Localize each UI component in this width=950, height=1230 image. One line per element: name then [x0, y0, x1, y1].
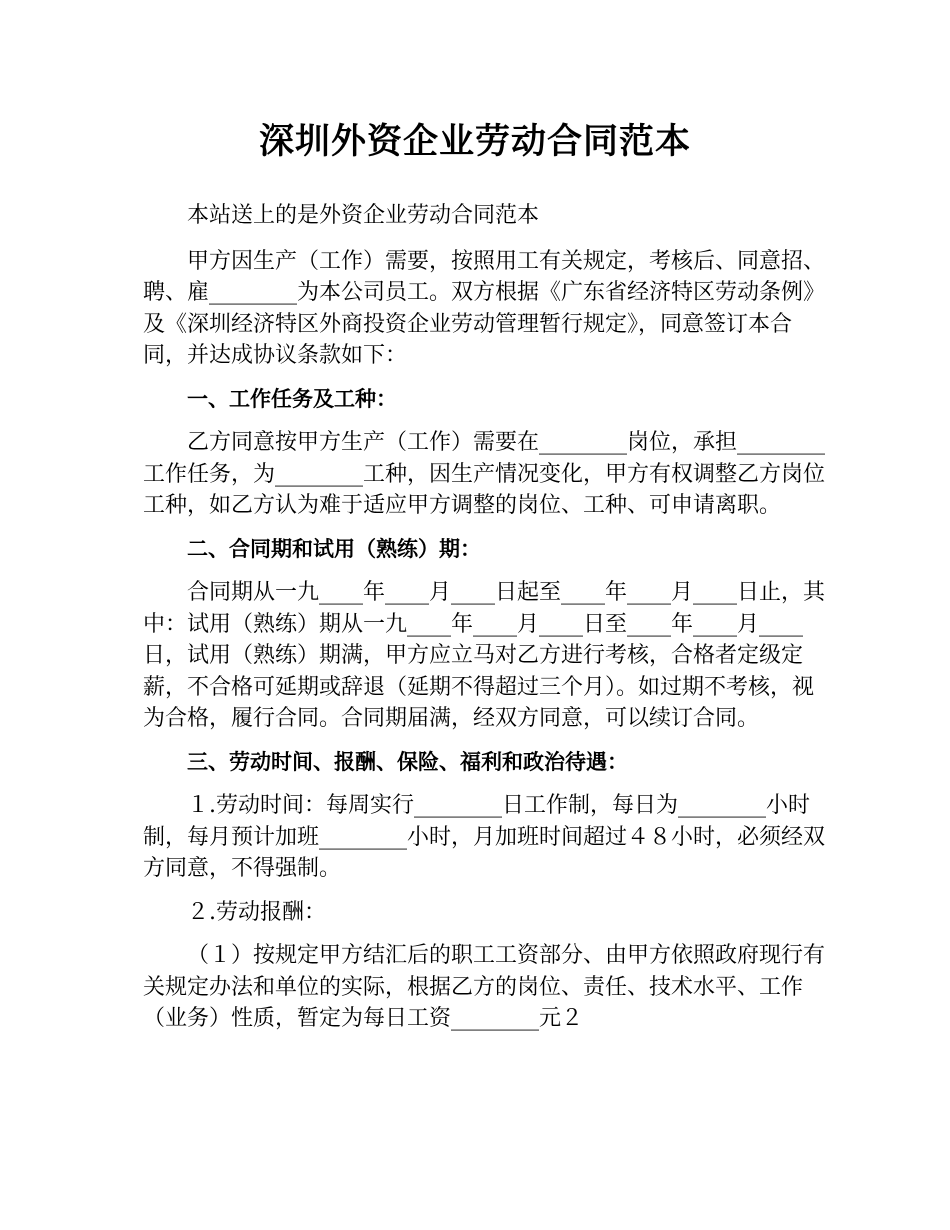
section-3-heading: 三、劳动时间、报酬、保险、福利和政治待遇：: [187, 749, 628, 774]
preamble-paragraph: 甲方因生产（工作）需要，按照用工有关规定，考核后、同意招、聘、雇________为本公司员工。双方根据《广东省经济特区劳动条例》及《深圳经济特区外商投资企业劳动管理暂行规定》，同意签订本合同，并达成协议条款如下：: [143, 248, 826, 368]
section-3-item-2: ２.劳动报酬：: [187, 899, 326, 925]
section-2-body: 合同期从一九____年____月____日起至____年____月____日止，其中：试用（熟练）期从一九____年____月____日至____年____月____日，试用（熟练）期满，甲方应立马对乙方进行考核，合格者定级定薪，不合格可延期或辞退（延期不得超过三个月）。如过期不考核，视为合格，履行合同。合同期届满，经双方同意，可以续订合同。: [143, 580, 826, 731]
document-body: [143, 200, 833, 1047]
section-3-item-2-1: （１）按规定甲方结汇后的职工工资部分、由甲方依照政府现行有关规定办法和单位的实际，根据乙方的岗位、责任、技术水平、工作（业务）性质，暂定为每日工资________元２: [143, 943, 826, 1031]
section-1-heading: 一、工作任务及工种：: [187, 386, 397, 411]
section-3-item-1: １.劳动时间：每周实行________日工作制，每日为________小时制，每月预计加班________小时，月加班时间超过４８小时，必须经双方同意，不得强制。: [143, 793, 826, 881]
section-1-body: 乙方同意按甲方生产（工作）需要在________岗位，承担________工作任务，为________工种，因生产情况变化，甲方有权调整乙方岗位工种，如乙方认为难于适应甲方调整的岗位、工种、可申请离职。: [143, 430, 826, 518]
intro-paragraph: 本站送上的是外资企业劳动合同范本: [187, 203, 540, 228]
section-2-heading: 二、合同期和试用（熟练）期：: [187, 536, 481, 561]
document-title: 深圳外资企业劳动合同范本: [258, 122, 691, 162]
